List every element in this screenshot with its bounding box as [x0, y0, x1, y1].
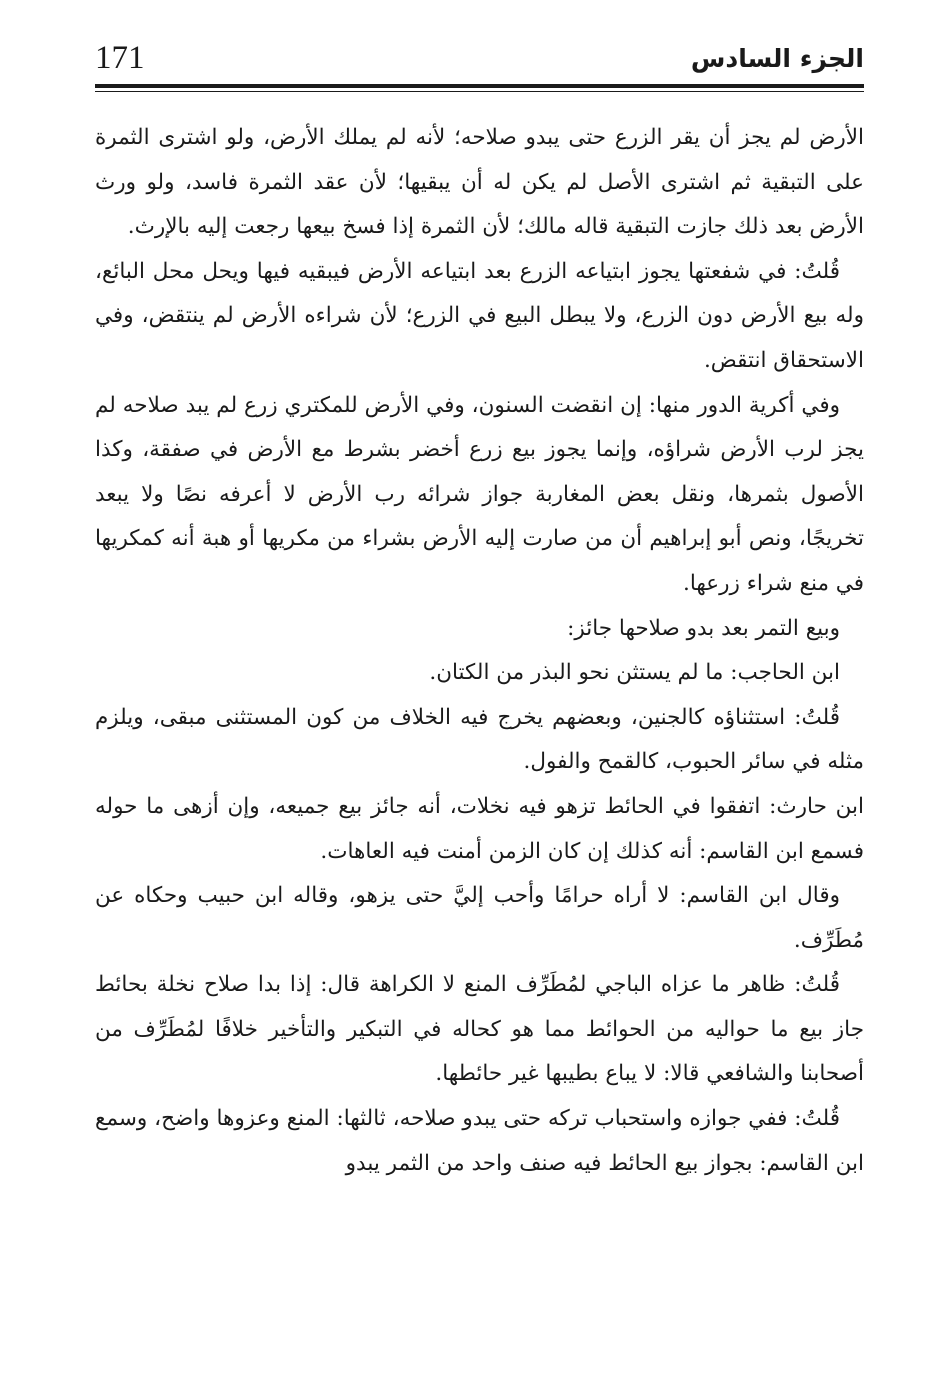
paragraph: ابن الحاجب: ما لم يستثن نحو البذر من الكتان.: [429, 660, 840, 686]
running-title: الجزء السادس: [690, 44, 864, 73]
paragraph: قُلتُ: استثناؤه كالجنين، وبعضهم يخرج فيه الخلاف من كون المستثنى مبقى، ويلزم مثله في سائر الحبوب، كالقمح والفول.: [95, 704, 864, 775]
paragraph: وفي أكرية الدور منها: إن انقضت السنون، وفي الأرض للمكتري زرع لم يبد صلاحه لم يجز لرب الأرض شراؤه، وإنما يجوز بيع زرع أخضر بشرط مع الأرض في صفقة، وكذا الأصول بثمرها، ونقل بعض المغاربة جواز شرائه رب الأرض لا أعرفه نصًا ولا يبعد تخريجًا، ونص أبو إبراهيم أن من صارت إليه الأرض بشراء من مكريها أو هبة أنه كمكريها في منع شراء زرعها.: [95, 392, 864, 596]
paragraph: قُلتُ: في شفعتها يجوز ابتياعه الزرع بعد ابتياعه الأرض فيبقيه فيها ويحل محل البائع، وله بيع الأرض دون الزرع، ولا يبطل البيع في الزرع؛ لأن شراءه الأرض لم ينتقض، وفي الاستحقاق انتقض.: [95, 258, 864, 373]
page-number: 171: [95, 40, 145, 76]
paragraph: قُلتُ: ظاهر ما عزاه الباجي لمُطَرِّف المنع لا الكراهة قال: إذا بدا صلاح نخلة بحائط جاز بيع ما حواليه من الحوائط مما هو كحاله في التبكير والتأخير خلافًا لمُطَرِّف من أصحابنا والشافعي قالا: لا يباع بطيبها غير حائطها.: [95, 972, 864, 1087]
paragraph: قُلتُ: ففي جوازه واستحباب تركه حتى يبدو صلاحه، ثالثها: المنع وعزوها واضح، وسمع ابن القاسم: بجواز بيع الحائط فيه صنف واحد من الثمر يبدو: [95, 1106, 864, 1176]
header-rule-thick: [95, 84, 864, 88]
paragraph: ابن حارث: اتفقوا في الحائط تزهو فيه نخلات، أنه جائز بيع جميعه، وإن أزهى ما حوله فسمع ابن القاسم: أنه كذلك إن كان الزمن أمنت فيه العاهات.: [95, 793, 864, 864]
paragraph: وقال ابن القاسم: لا أراه حرامًا وأحب إليَّ حتى يزهو، وقاله ابن حبيب وحكاه عن مُطَرِّف.: [95, 883, 864, 953]
paragraph: الأرض لم يجز أن يقر الزرع حتى يبدو صلاحه؛ لأنه لم يملك الأرض، ولو اشترى الثمرة على التبقية ثم اشترى الأصل لم يكن له أن يبقيها؛ لأن عقد الثمرة فاسد، ولو ورث الأرض بعد ذلك جازت التبقية قاله مالك؛ لأن الثمرة إذا فسخ بيعها رجعت إليه بالإرث.: [95, 125, 864, 240]
paragraph: وبيع التمر بعد بدو صلاحها جائز:: [567, 615, 840, 641]
body-text: [95, 116, 864, 1186]
page-header: [95, 40, 864, 82]
header-rule-thin: [95, 91, 864, 92]
